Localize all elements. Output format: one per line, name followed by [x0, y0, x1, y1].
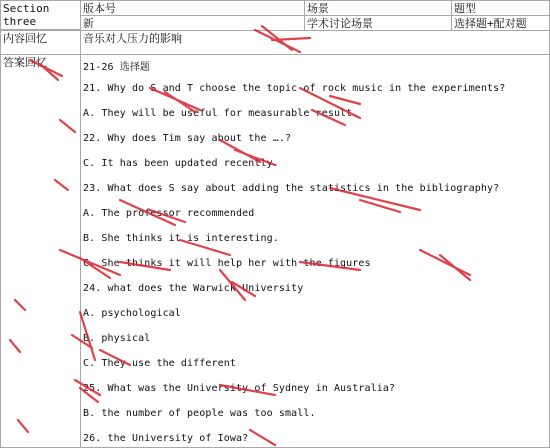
answer-line: A. The professor recommended [83, 208, 255, 219]
answer-line: 24. what does the Warwick University [83, 283, 304, 294]
answer-line: 26. the University of Iowa? [83, 433, 249, 444]
answer-line: A. They will be useful for measurable result. [83, 108, 359, 119]
answer-line: C. They use the different [83, 358, 237, 369]
scene-label: 场景 [304, 0, 452, 16]
answer-line: A. psychological [83, 308, 181, 319]
answer-line: B. She thinks it is interesting. [83, 233, 279, 244]
answer-recall-label: 答案回忆 [0, 54, 81, 448]
scene-value: 学术讨论场景 [304, 15, 452, 31]
type-value: 选择题+配对题 [451, 15, 550, 31]
content-recall-value: 音乐对人压力的影响 [80, 30, 550, 55]
answer-line: 22. Why does Tim say about the ….? [83, 133, 292, 144]
section-title: Section three [0, 0, 81, 30]
version-label: 版本号 [80, 0, 305, 16]
answer-line: B. the number of people was too small. [83, 408, 316, 419]
answer-line: 23. What does S say about adding the statistics in the bibliography? [83, 183, 500, 194]
answer-line: 21. Why do S and T choose the topic of rock music in the experiments? [83, 83, 506, 94]
answer-line: B. physical [83, 333, 151, 344]
answer-line: C. It has been updated recently. [83, 158, 279, 169]
version-value: 新 [80, 15, 305, 31]
answer-line: 25. What was the University of Sydney in Australia? [83, 383, 396, 394]
answer-line: 21-26 选择题 [83, 62, 151, 73]
content-recall-label: 内容回忆 [0, 30, 81, 55]
answer-line: C. She thinks it will help her with the figures [83, 258, 371, 269]
type-label: 题型 [451, 0, 550, 16]
